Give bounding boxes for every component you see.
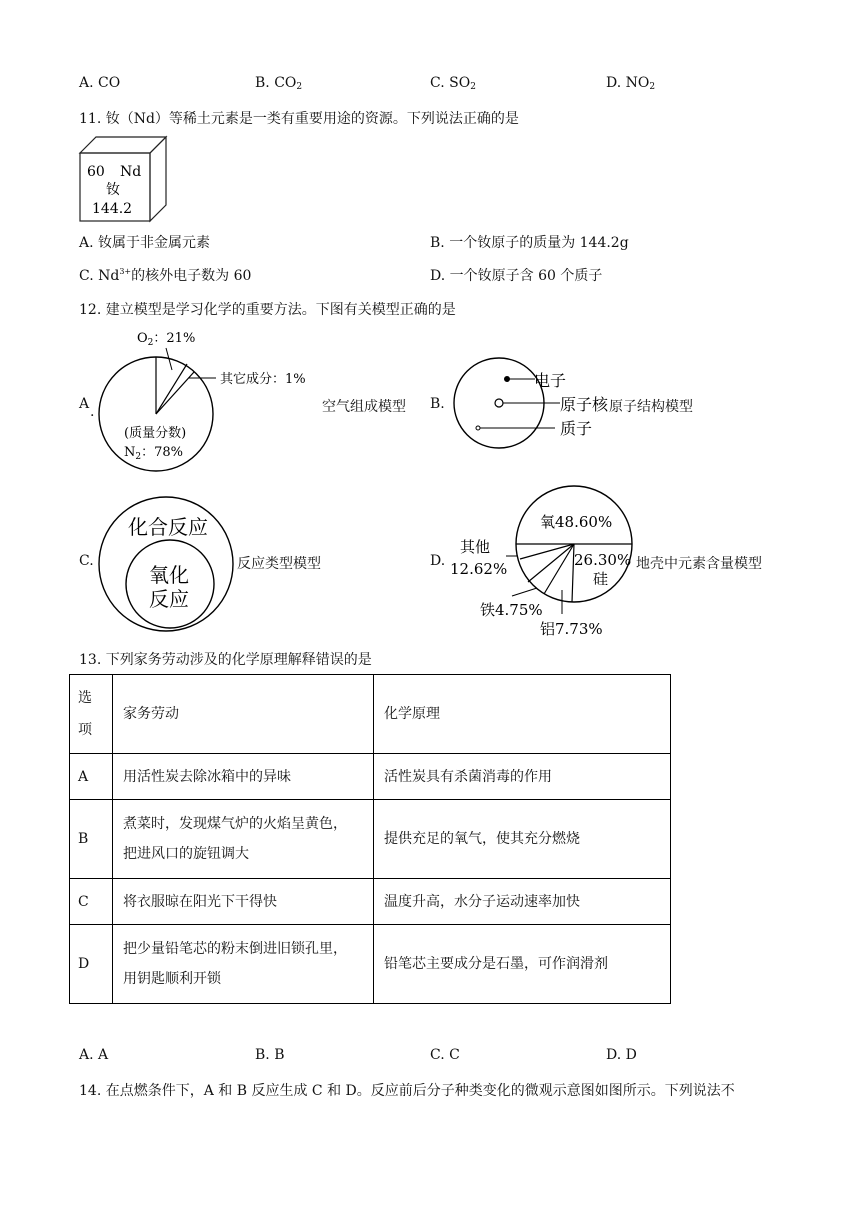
q10-option-a: A. CO [79, 75, 121, 91]
reaction-type-diagram [96, 494, 241, 634]
q13-answer-c: C. C [430, 1047, 460, 1063]
atom-structure-diagram [450, 355, 750, 455]
q12-a-dot: . [90, 404, 95, 420]
silicon-label: 硅 [593, 570, 609, 588]
nucleus-label: 原子核 [560, 395, 609, 414]
row-labor: 将衣服晾在阳光下干得快 [113, 879, 374, 925]
n2-label: $N_2$：78% [124, 445, 184, 462]
q12-stem: 12. 建立模型是学习化学的重要方法。下图有关模型正确的是 [79, 302, 456, 318]
silicon-value-label: 26.30% [574, 551, 632, 569]
q10-option-b: B. $CO_2$ [255, 75, 303, 92]
q13-table [69, 674, 671, 1004]
other-elements-value: 12.62% [450, 560, 508, 578]
row-labor: 煮菜时，发现煤气炉的火焰呈黄色， 把进风口的旋钮调大 [113, 800, 374, 879]
q13-answer-d: D. D [606, 1047, 637, 1063]
oxidation-label-line2: 反应 [149, 587, 189, 611]
air-composition-pie [96, 322, 346, 472]
q14-stem: 14. 在点燃条件下，A 和 B 反应生成 C 和 D。反应前后分子种类变化的微观示意图如图所示。下列说法不 [79, 1083, 735, 1099]
electron-label: 电子 [534, 371, 567, 390]
q12-c-caption: 反应类型模型 [237, 556, 321, 572]
q11-option-c: C. $Nd^{3+}$的核外电子数为 60 [79, 267, 252, 284]
q11-stem: 11. 钕（Nd）等稀土元素是一类有重要用途的资源。下列说法正确的是 [79, 111, 519, 127]
iron-label: 铁4.75% [480, 601, 543, 619]
q12-b-letter: B. [430, 396, 445, 412]
proton-label: 质子 [560, 419, 593, 438]
q12-a-letter: A [79, 396, 90, 412]
element-card-name: 钕 [106, 182, 120, 198]
aluminum-label: 铝7.73% [540, 620, 603, 638]
mass-fraction-label: (质量分数) [124, 426, 187, 441]
crust-elements-pie [448, 482, 638, 642]
q12-d-caption: 地壳中元素含量模型 [636, 556, 762, 572]
element-card-number: 60 [87, 164, 105, 180]
q13-stem: 13. 下列家务劳动涉及的化学原理解释错误的是 [79, 652, 372, 668]
row-option: B [70, 800, 113, 879]
q13-answer-b: B. B [255, 1047, 285, 1063]
q11-option-b: B. 一个钕原子的质量为 144.2g [430, 235, 629, 251]
row-principle: 活性炭具有杀菌消毒的作用 [374, 754, 671, 800]
table-row [70, 925, 671, 1004]
q12-a-caption: 空气组成模型 [322, 399, 406, 415]
q12-b-caption: 原子结构模型 [609, 399, 693, 415]
row-principle: 铅笔芯主要成分是石墨，可作润滑剂 [374, 925, 671, 1004]
q10-option-c: C. $SO_2$ [430, 75, 476, 92]
element-card-symbol: Nd [120, 164, 142, 180]
q10-option-d: D. $NO_2$ [606, 75, 656, 92]
combination-reaction-label: 化合反应 [128, 515, 208, 539]
element-card-nd [78, 135, 170, 225]
o2-label: $O_2$：21% [137, 331, 196, 348]
table-row [70, 879, 671, 925]
q13-answer-a: A. A [79, 1047, 109, 1063]
q10-options [79, 75, 779, 95]
oxygen-label: 氧48.60% [540, 513, 613, 531]
other-elements-label: 其他 [460, 538, 491, 556]
header-option-cell: 选 项 [70, 675, 113, 754]
element-card-mass: 144.2 [92, 201, 133, 217]
q13-answers [79, 1047, 779, 1067]
q11-option-a: A. 钕属于非金属元素 [79, 235, 211, 251]
table-row [70, 800, 671, 879]
header-principle-cell: 化学原理 [374, 675, 671, 754]
other-components-label: 其它成分：1% [220, 372, 306, 387]
row-labor: 把少量铅笔芯的粉末倒进旧锁孔里， 用钥匙顺利开锁 [113, 925, 374, 1004]
q12-d-letter: D. [430, 553, 446, 569]
q12-c-letter: C. [79, 553, 94, 569]
row-principle: 温度升高，水分子运动速率加快 [374, 879, 671, 925]
table-header-row [70, 675, 671, 754]
table-row [70, 754, 671, 800]
row-option: D [70, 925, 113, 1004]
oxidation-label-line1: 氧化 [149, 563, 189, 587]
row-labor: 用活性炭去除冰箱中的异味 [113, 754, 374, 800]
header-labor-cell: 家务劳动 [113, 675, 374, 754]
row-option: C [70, 879, 113, 925]
row-principle: 提供充足的氧气，使其充分燃烧 [374, 800, 671, 879]
q11-option-d: D. 一个钕原子含 60 个质子 [430, 268, 603, 284]
row-option: A [70, 754, 113, 800]
